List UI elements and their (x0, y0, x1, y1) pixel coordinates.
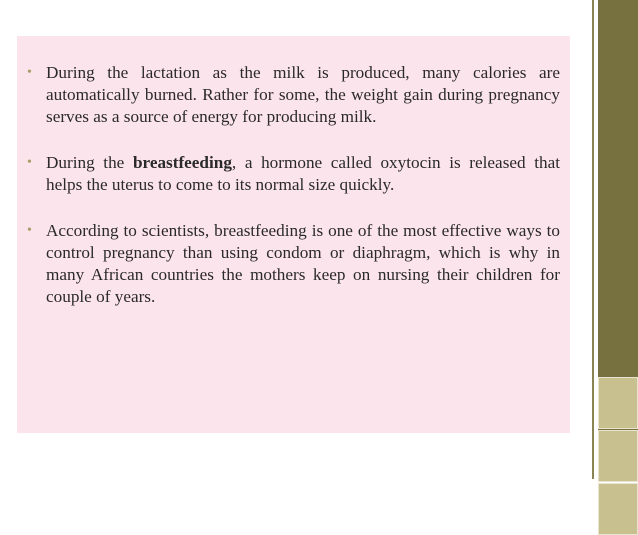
bullet-item (27, 152, 560, 196)
side-divider-line (592, 0, 594, 479)
side-decorative-block (598, 430, 638, 482)
bullet-text: During the lactation as the milk is produced, many calories are automatically burned. Rather for some, the weight gain during pregnancy serves as a source of energy for producing milk. (46, 63, 560, 126)
bullet-text: According to scientists, breastfeeding is one of the most effective ways to control pregnancy than using condom or diaphragm, which is why in many African countries the mothers keep on nursing their children for couple of years. (46, 221, 560, 306)
bullet-text-before: During the (46, 153, 133, 172)
bullet-icon: • (27, 65, 32, 80)
side-decorative-block (598, 483, 638, 535)
bold-term: breastfeeding (132, 153, 232, 172)
bullet-icon: • (27, 223, 32, 238)
bullet-text-after: , a hormone called oxytocin is released that helps the uterus to come to its normal size quickly. (46, 153, 560, 194)
side-decorative-block (598, 377, 638, 429)
bullet-icon: • (27, 155, 32, 170)
bullet-list (27, 62, 560, 332)
bullet-text (46, 152, 560, 196)
content-panel (17, 36, 570, 433)
bullet-item (27, 220, 560, 308)
bullet-item (27, 62, 560, 128)
